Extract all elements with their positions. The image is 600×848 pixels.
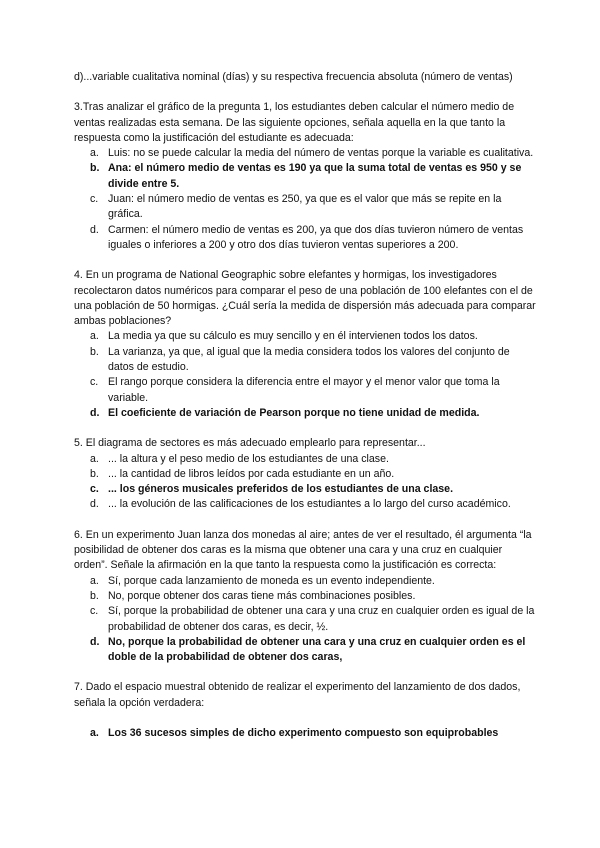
question-5 bbox=[74, 436, 536, 512]
option-5c bbox=[74, 482, 536, 497]
question-4-intro: 4. En un programa de National Geographic sobre elefantes y hormigas, los investigadores recolectaron datos numéricos para comparar el peso de una población de 100 elefantes con el de una población de 50 hormigas. ¿Cuál sería la medida de dispersión más adecuada para comparar ambas poblaciones? bbox=[74, 269, 536, 328]
option-text: No, porque la probabilidad de obtener una cara y una cruz en cualquier orden es el doble de la probabilidad de obtener dos caras, bbox=[108, 635, 526, 664]
option-text: Ana: el número medio de ventas es 190 ya que la suma total de ventas es 950 y se divide entre 5. bbox=[108, 162, 522, 190]
option-text: ... la evolución de las calificaciones de los estudiantes a lo largo del curso académico. bbox=[108, 498, 511, 511]
option-6d bbox=[74, 635, 536, 666]
question-4-options bbox=[74, 329, 536, 421]
question-6-options bbox=[74, 574, 536, 666]
question-5-intro: 5. El diagrama de sectores es más adecuado emplearlo para representar... bbox=[74, 437, 426, 450]
question-5-options bbox=[74, 452, 536, 513]
option-marker: d. bbox=[90, 406, 100, 419]
option-marker: a. bbox=[90, 147, 99, 160]
top-line: d)...variable cualitativa nominal (días) y su respectiva frecuencia absoluta (número de ventas) bbox=[74, 71, 513, 83]
question-3-options bbox=[74, 146, 536, 253]
option-3a bbox=[74, 146, 536, 161]
option-5b bbox=[74, 467, 536, 482]
question-3 bbox=[74, 100, 536, 253]
question-7-intro: 7. Dado el espacio muestral obtenido de realizar el experimento del lanzamiento de dos dados, señala la opción verdadera: bbox=[74, 681, 521, 709]
option-3b bbox=[74, 161, 536, 192]
option-7a bbox=[74, 726, 536, 741]
question-6-intro: 6. En un experimento Juan lanza dos monedas al aire; antes de ver el resultado, él argumenta “la posibilidad de obtener dos caras es la misma que obtener una cara y una cruz en cualquier orden”. Señale la afirmación en la que tanto la respuesta como la justificación es correcta: bbox=[74, 528, 532, 572]
option-text: Los 36 sucesos simples de dicho experimento compuesto son equiprobables bbox=[108, 726, 499, 739]
option-marker: c. bbox=[90, 483, 99, 496]
option-marker: c. bbox=[90, 376, 99, 389]
option-5d bbox=[74, 497, 536, 512]
option-3d bbox=[74, 223, 536, 254]
option-text: El coeficiente de variación de Pearson porque no tiene unidad de medida. bbox=[108, 406, 480, 419]
option-text: ... los géneros musicales preferidos de los estudiantes de una clase. bbox=[108, 483, 454, 496]
option-4a bbox=[74, 329, 536, 344]
option-text: Luis: no se puede calcular la media del número de ventas porque la variable es cualitativa. bbox=[108, 147, 534, 160]
option-marker: d. bbox=[90, 223, 99, 236]
option-text: Carmen: el número medio de ventas es 200, ya que dos días tuvieron número de ventas iguales o inferiores a 200 y otro dos días tuvieron ventas superiores a 200. bbox=[108, 223, 524, 251]
option-4d bbox=[74, 406, 536, 421]
option-marker: a. bbox=[90, 330, 99, 343]
question-7-options bbox=[74, 726, 536, 741]
option-marker: a. bbox=[90, 726, 99, 739]
question-7 bbox=[74, 680, 536, 741]
option-marker: b. bbox=[90, 589, 99, 602]
question-4 bbox=[74, 268, 536, 421]
option-text: La varianza, ya que, al igual que la media considera todos los valores del conjunto de datos de estudio. bbox=[108, 345, 510, 374]
option-marker: a. bbox=[90, 452, 99, 465]
option-marker: b. bbox=[90, 345, 99, 358]
question-3-intro: 3.Tras analizar el gráfico de la pregunta 1, los estudiantes deben calcular el número medio de ventas realizadas esta semana. De las siguiente opciones, señala aquella en la que tanto la respuesta como la justificación del estudiante es adecuada: bbox=[74, 101, 515, 144]
option-marker: d. bbox=[90, 635, 100, 648]
option-marker: b. bbox=[90, 467, 99, 480]
option-text: ... la altura y el peso medio de los estudiantes de una clase. bbox=[108, 452, 389, 465]
document-page bbox=[74, 70, 536, 741]
option-text: Sí, porque la probabilidad de obtener una cara y una cruz en cualquier orden es igual de la probabilidad de obtener dos caras, es decir, ½. bbox=[108, 605, 535, 633]
option-6b bbox=[74, 589, 536, 604]
option-text: Juan: el número medio de ventas es 250, ya que es el valor que más se repite en la gráfica. bbox=[108, 193, 502, 221]
option-text: Sí, porque cada lanzamiento de moneda es un evento independiente. bbox=[108, 574, 435, 587]
option-marker: a. bbox=[90, 574, 99, 587]
option-4c bbox=[74, 375, 536, 406]
option-marker: c. bbox=[90, 193, 99, 206]
option-5a bbox=[74, 452, 536, 467]
option-text: No, porque obtener dos caras tiene más combinaciones posibles. bbox=[108, 589, 416, 602]
option-text: El rango porque considera la diferencia entre el mayor y el menor valor que toma la variable. bbox=[108, 376, 500, 404]
option-text: ... la cantidad de libros leídos por cada estudiante en un año. bbox=[108, 467, 395, 480]
option-4b bbox=[74, 345, 536, 376]
option-6a bbox=[74, 574, 536, 589]
option-text: La media ya que su cálculo es muy sencillo y en él intervienen todos los datos. bbox=[108, 330, 478, 343]
option-marker: d. bbox=[90, 498, 99, 511]
option-marker: c. bbox=[90, 605, 99, 618]
option-6c bbox=[74, 604, 536, 635]
option-3c bbox=[74, 192, 536, 223]
option-marker: b. bbox=[90, 162, 100, 175]
question-6 bbox=[74, 528, 536, 666]
